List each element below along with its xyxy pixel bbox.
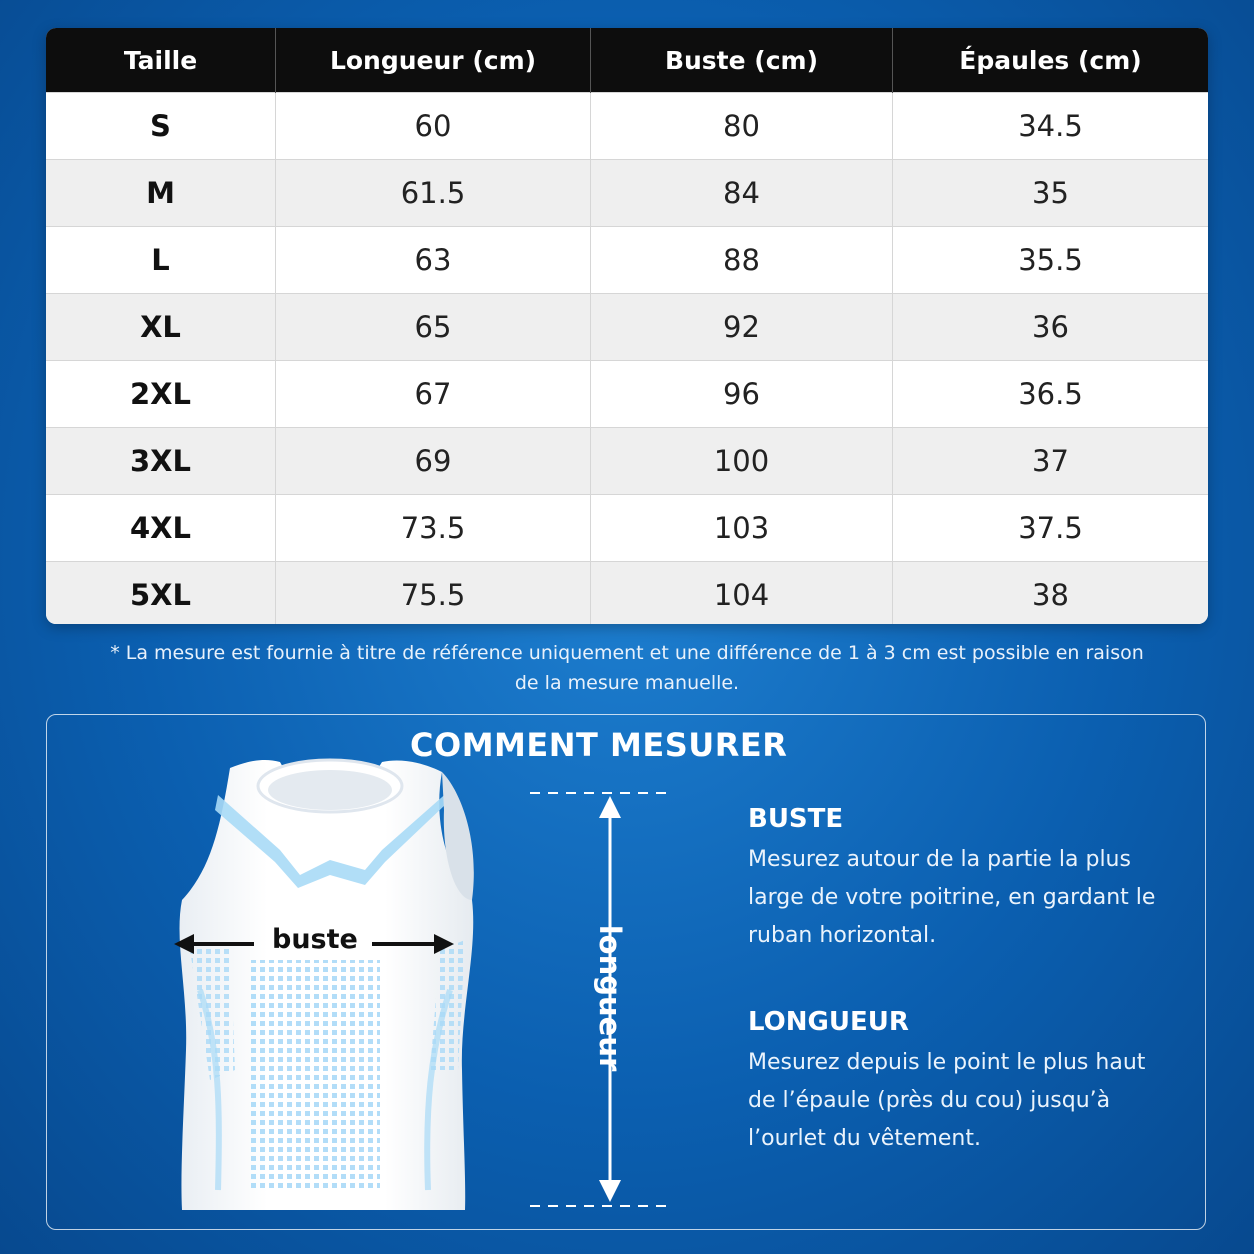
epaules-cell: 37.5 xyxy=(893,495,1209,562)
header-epaules: Épaules (cm) xyxy=(893,28,1209,93)
size-cell: 5XL xyxy=(46,562,276,625)
epaules-cell: 36.5 xyxy=(893,361,1209,428)
buste-cell: 92 xyxy=(591,294,893,361)
table-row xyxy=(46,428,1208,495)
longueur-cell: 60 xyxy=(276,93,591,160)
buste-section-title: BUSTE xyxy=(748,804,844,834)
longueur-cell: 65 xyxy=(276,294,591,361)
buste-cell: 103 xyxy=(591,495,893,562)
longueur-section-title: LONGUEUR xyxy=(748,1007,909,1037)
size-cell: 4XL xyxy=(46,495,276,562)
size-cell: 2XL xyxy=(46,361,276,428)
epaules-cell: 36 xyxy=(893,294,1209,361)
buste-section-text xyxy=(748,841,1168,955)
table-row xyxy=(46,160,1208,227)
buste-cell: 88 xyxy=(591,227,893,294)
text-line: Mesurez autour de la partie la plus xyxy=(748,847,1131,872)
size-cell: 3XL xyxy=(46,428,276,495)
header-longueur: Longueur (cm) xyxy=(276,28,591,93)
table-header-row xyxy=(46,28,1208,93)
size-chart-table-container xyxy=(46,28,1208,624)
size-cell: M xyxy=(46,160,276,227)
text-line: large de votre poitrine, en gardant le xyxy=(748,885,1156,910)
longueur-section-text xyxy=(748,1044,1168,1158)
size-cell: XL xyxy=(46,294,276,361)
longueur-cell: 63 xyxy=(276,227,591,294)
longueur-label: longueur xyxy=(593,924,627,1072)
header-buste: Buste (cm) xyxy=(591,28,893,93)
size-cell: S xyxy=(46,93,276,160)
longueur-cell: 73.5 xyxy=(276,495,591,562)
buste-cell: 96 xyxy=(591,361,893,428)
text-line: l’ourlet du vêtement. xyxy=(748,1126,981,1151)
table-row xyxy=(46,495,1208,562)
measurement-note xyxy=(90,638,1164,698)
table-row xyxy=(46,294,1208,361)
buste-cell: 84 xyxy=(591,160,893,227)
buste-label: buste xyxy=(272,924,358,955)
text-line: ruban horizontal. xyxy=(748,923,937,948)
longueur-cell: 75.5 xyxy=(276,562,591,625)
buste-cell: 100 xyxy=(591,428,893,495)
table-row xyxy=(46,227,1208,294)
table-row xyxy=(46,361,1208,428)
longueur-cell: 61.5 xyxy=(276,160,591,227)
note-line-2: de la mesure manuelle. xyxy=(514,672,740,694)
buste-cell: 104 xyxy=(591,562,893,625)
tank-top-illustration-icon xyxy=(160,750,500,1220)
epaules-cell: 35 xyxy=(893,160,1209,227)
buste-cell: 80 xyxy=(591,93,893,160)
epaules-cell: 35.5 xyxy=(893,227,1209,294)
epaules-cell: 38 xyxy=(893,562,1209,625)
header-taille: Taille xyxy=(46,28,276,93)
size-cell: L xyxy=(46,227,276,294)
text-line: Mesurez depuis le point le plus haut xyxy=(748,1050,1146,1075)
epaules-cell: 37 xyxy=(893,428,1209,495)
how-to-measure-title: COMMENT MESURER xyxy=(410,726,788,764)
size-chart-table xyxy=(46,28,1208,624)
table-row xyxy=(46,93,1208,160)
table-row xyxy=(46,562,1208,625)
text-line: de l’épaule (près du cou) jusqu’à xyxy=(748,1088,1111,1113)
epaules-cell: 34.5 xyxy=(893,93,1209,160)
longueur-cell: 69 xyxy=(276,428,591,495)
note-line-1: * La mesure est fournie à titre de référence uniquement et une différence de 1 à 3 cm est possible en raison xyxy=(110,642,1144,664)
longueur-cell: 67 xyxy=(276,361,591,428)
